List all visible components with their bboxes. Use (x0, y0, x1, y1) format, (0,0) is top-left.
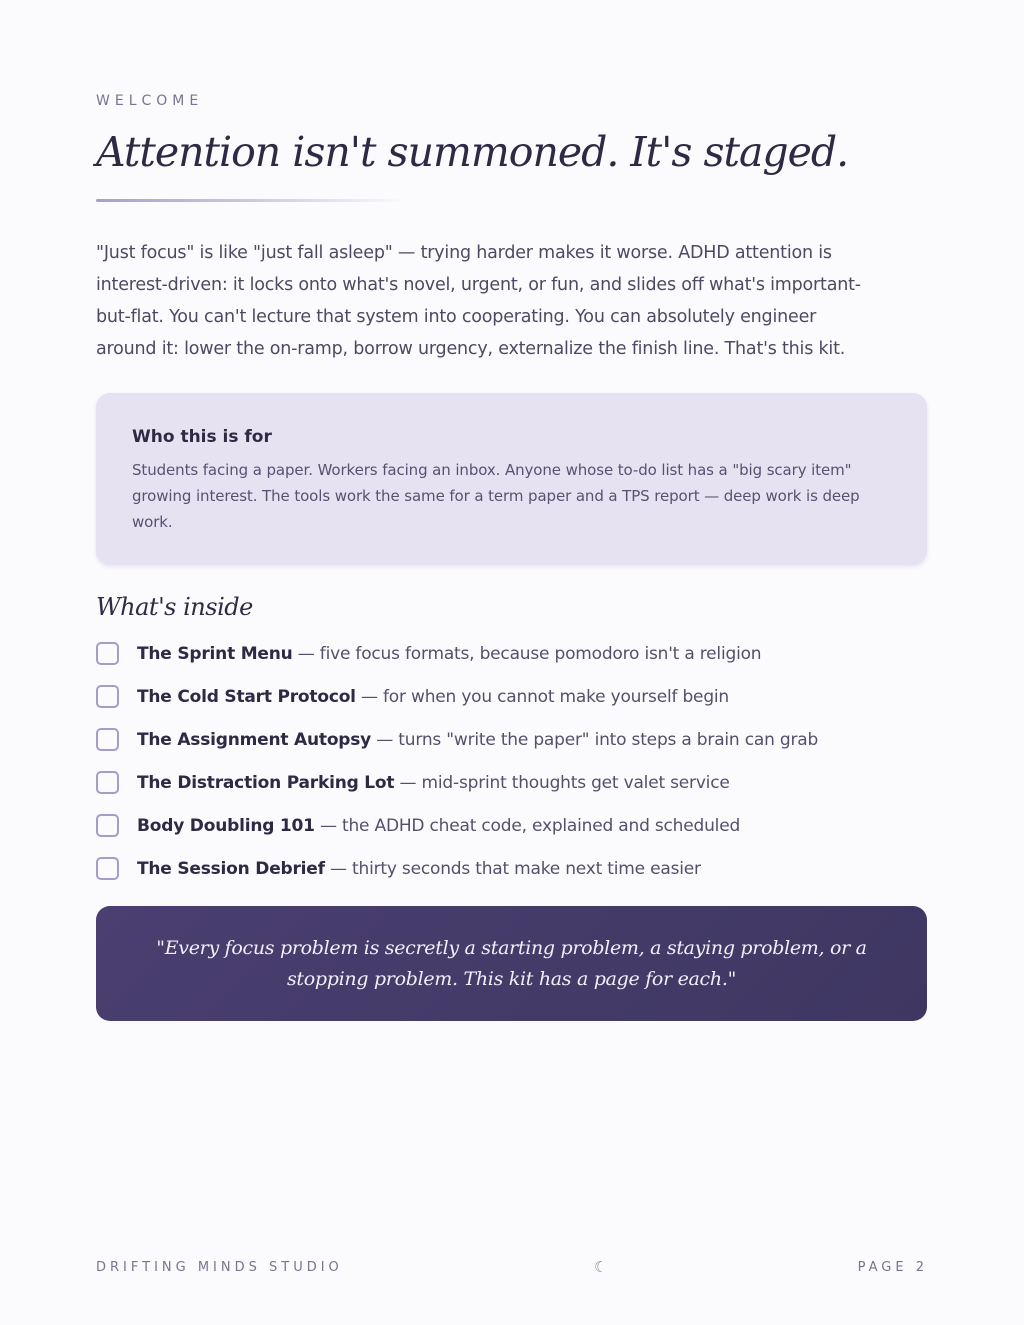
quote-box (96, 906, 927, 1021)
contents-title: What's inside (96, 593, 253, 621)
item-name: The Session Debrief (137, 858, 325, 879)
callout-text: Students facing a paper. Workers facing an inbox. Anyone whose to-do list has a "big scary item" growing interest. The tools work the same for a term paper and a TPS report — deep work is deep work. (132, 461, 860, 531)
checkbox[interactable] (96, 642, 119, 665)
checkbox[interactable] (96, 857, 119, 880)
item-name: The Cold Start Protocol (137, 686, 356, 707)
eyebrow-label: WELCOME (96, 93, 204, 109)
item-description: — mid-sprint thoughts get valet service (394, 772, 730, 793)
intro-paragraph: "Just focus" is like "just fall asleep" — trying harder makes it worse. ADHD attention is interest-driven: it locks onto what's novel, urgent, or fun, and slides off what's important-but-flat. You can't lecture that system into cooperating. You can absolutely engineer around it: lower the on-ramp, borrow urgency, externalize the finish line. That's this kit. (96, 243, 861, 359)
checkbox[interactable] (96, 771, 119, 794)
page-title: Attention isn't summoned. It's staged. (96, 128, 849, 176)
item-name: The Assignment Autopsy (137, 729, 372, 750)
quote-text: "Every focus problem is secretly a starting problem, a staying problem, or a stopping problem. This kit has a page for each." (156, 936, 867, 990)
page-number: PAGE 2 (857, 1260, 928, 1275)
item-description: — the ADHD cheat code, explained and scheduled (314, 815, 741, 836)
checklist-item (96, 847, 936, 890)
contents-checklist (96, 632, 936, 890)
item-name: The Distraction Parking Lot (137, 772, 395, 793)
checkbox[interactable] (96, 728, 119, 751)
checklist-item (96, 804, 936, 847)
item-description: — turns "write the paper" into steps a brain can grab (371, 729, 819, 750)
checklist-item (96, 761, 936, 804)
callout-title: Who this is for (132, 427, 272, 447)
item-name: Body Doubling 101 (137, 815, 315, 836)
checklist-item (96, 632, 936, 675)
audience-callout (96, 393, 927, 565)
checkbox[interactable] (96, 814, 119, 837)
item-description: — five focus formats, because pomodoro isn't a religion (292, 643, 762, 664)
item-description: — for when you cannot make yourself begin (355, 686, 730, 707)
footer-brand: DRIFTING MINDS STUDIO (96, 1260, 343, 1275)
item-description: — thirty seconds that make next time easier (324, 858, 701, 879)
checklist-item (96, 718, 936, 761)
moon-icon: ☾ (594, 1258, 608, 1276)
checkbox[interactable] (96, 685, 119, 708)
item-name: The Sprint Menu (137, 643, 293, 664)
title-divider (96, 199, 406, 202)
checklist-item (96, 675, 936, 718)
